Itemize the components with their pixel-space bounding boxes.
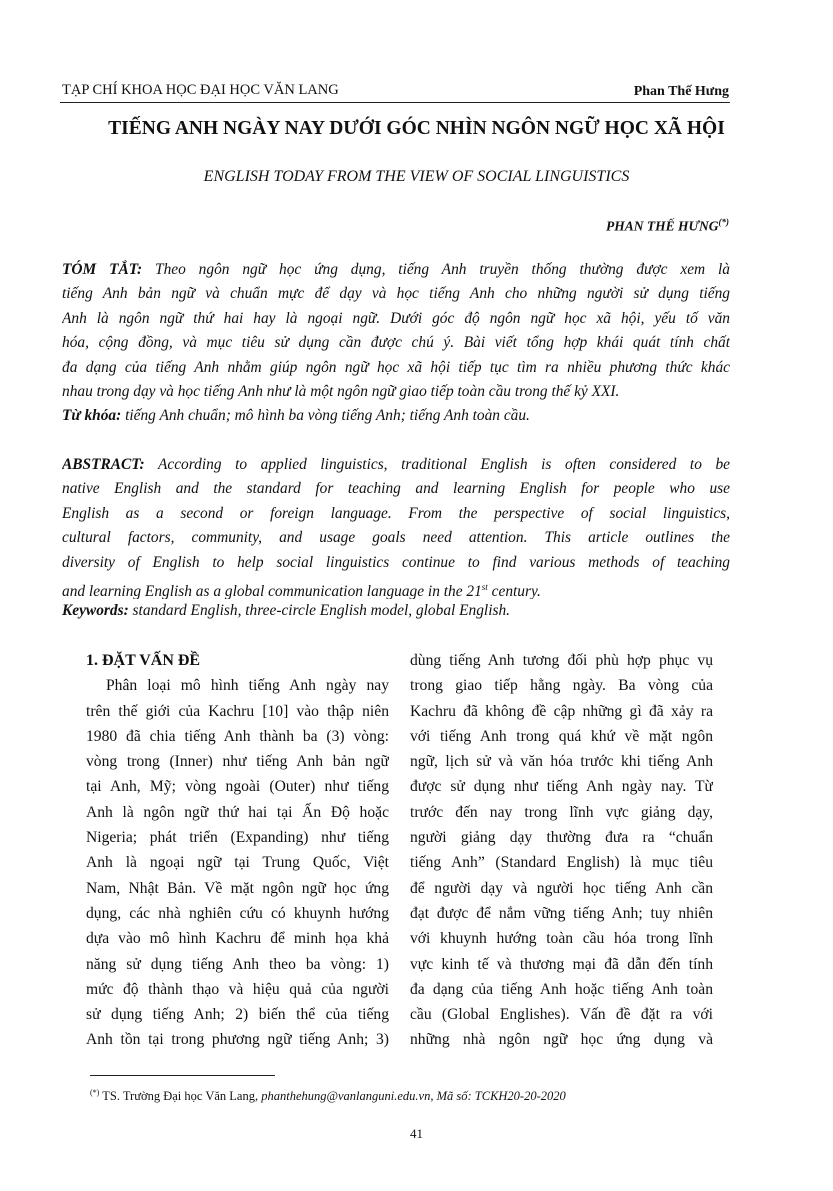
body-line: Anh là ngoại ngữ tại Trung Quốc, Việt bbox=[86, 854, 389, 872]
section-heading: 1. ĐẶT VẤN ĐỀ bbox=[86, 652, 201, 669]
left-column bbox=[86, 648, 389, 1053]
body-line: vòng trong (Inner) như tiếng Anh bản ngữ bbox=[86, 753, 389, 771]
page-number: 41 bbox=[410, 1126, 423, 1141]
ordinal-suffix: st bbox=[481, 581, 488, 592]
abstract-line: đa dạng của tiếng Anh nhằm giúp ngôn ngữ học xã hội tiếp tục tìm ra nhiều phương thức khác bbox=[62, 358, 730, 376]
abstract-line: hóa, cộng đồng, và mục tiêu sử dụng cần được chú ý. Bài viết tổng hợp khái quát tính chất bbox=[62, 334, 730, 352]
body-line: với khuynh hướng toàn cầu hóa trong lĩnh bbox=[410, 930, 713, 948]
footnote bbox=[90, 1088, 566, 1104]
right-column bbox=[410, 648, 713, 1053]
abstract-line: Anh là ngôn ngữ thứ hai hay là ngoại ngữ. Dưới góc độ ngôn ngữ học xã hội, yếu tố văn bbox=[62, 309, 730, 327]
body-line: mức độ thành thạo và hiệu quả của người bbox=[86, 980, 389, 998]
body-line: những nhà ngôn ngữ học ứng dụng và bbox=[410, 1031, 713, 1049]
abstract-line: diversity of English to help social linguistics continue to find various methods of teaching bbox=[62, 553, 730, 571]
body-line: Anh tồn tại trong phương ngữ tiếng Anh; 3) bbox=[86, 1031, 389, 1049]
abstract-line: tiếng Anh bản ngữ và chuẩn mực để dạy và học tiếng Anh cho những người sử dụng tiếng bbox=[62, 285, 730, 303]
body-line: sử dụng tiếng Anh; 2) biến thể của tiếng bbox=[86, 1006, 389, 1024]
abstract-line bbox=[62, 258, 730, 282]
abstract-line: nhau trong dạy và học tiếng Anh như là một ngôn ngữ giao tiếp toàn cầu trong thế kỷ XXI. bbox=[62, 382, 620, 400]
keywords-label: Keywords: bbox=[62, 602, 129, 620]
abstract-label: TÓM TẮT: bbox=[62, 261, 143, 278]
body-line: người giảng dạy thường đưa ra “chuẩn bbox=[410, 829, 713, 847]
body-line: năng sử dụng tiếng Anh theo ba vòng: 1) bbox=[86, 955, 389, 973]
body-line: với tiếng Anh trong quá khứ về mặt ngôn bbox=[410, 727, 713, 745]
body-line: trong giao tiếp hằng ngày. Ba vòng của bbox=[410, 677, 713, 695]
abstract-line bbox=[62, 575, 730, 599]
body-line: trên thế giới của Kachru [10] vào thập niên bbox=[86, 702, 389, 720]
footnote-affiliation: TS. Trường Đại học Văn Lang, bbox=[99, 1089, 262, 1104]
body-line: được sử dụng như tiếng Anh ngày nay. Từ bbox=[410, 778, 713, 796]
abstract-line: cultural factors, community, and usage goals need attention. This article outlines the bbox=[62, 529, 730, 547]
keywords-line bbox=[62, 599, 730, 623]
running-author: Phan Thế Hưng bbox=[633, 84, 729, 99]
body-line: ngữ, lịch sử và văn hóa trước khi tiếng Anh bbox=[410, 753, 713, 771]
footnote-code: , Mã số: TCKH20-20-2020 bbox=[430, 1089, 566, 1104]
body-line: đa dạng của tiếng Anh hoặc tiếng Anh toàn bbox=[410, 980, 713, 998]
journal-name: TẠP CHÍ KHOA HỌC ĐẠI HỌC VĂN LANG bbox=[62, 82, 339, 98]
header-rule bbox=[60, 102, 730, 103]
article-title: TIẾNG ANH NGÀY NAY DƯỚI GÓC NHÌN NGÔN NGỮ HỌC XÃ HỘI bbox=[108, 118, 725, 139]
body-line: Nam, Nhật Bản. Về mặt ngôn ngữ học ứng bbox=[86, 879, 389, 897]
body-line: tại Anh, Mỹ; vòng ngoài (Outer) như tiếng bbox=[86, 778, 389, 796]
abstract-text: According to applied linguistics, traditional English is often considered to be bbox=[144, 456, 730, 473]
abstract-line bbox=[62, 453, 730, 477]
body-line: dụng, các nhà nghiên cứu có khuynh hướng bbox=[86, 904, 389, 922]
keywords-text: tiếng Anh chuẩn; mô hình ba vòng tiếng Anh; tiếng Anh toàn cầu. bbox=[121, 407, 530, 425]
abstract-text: century. bbox=[487, 583, 541, 600]
author-name-text: PHAN THẾ HƯNG bbox=[606, 218, 719, 234]
body-line: Kachru đã không đề cập những gì đã xảy ra bbox=[410, 702, 713, 720]
body-line: Phân loại mô hình tiếng Anh ngày nay bbox=[106, 677, 389, 695]
vietnamese-abstract bbox=[62, 258, 730, 429]
abstract-text: and learning English as a global communication language in the 21 bbox=[62, 583, 482, 600]
body-line: 1980 đã chia tiếng Anh thành ba (3) vòng: bbox=[86, 727, 389, 745]
abstract-line: English as a second or foreign language. From the perspective of social linguistics, bbox=[62, 504, 730, 522]
english-abstract bbox=[62, 453, 730, 624]
footnote-mark: (*) bbox=[90, 1088, 100, 1097]
body-line: trước đến nay trong lĩnh vực giảng dạy, bbox=[410, 803, 713, 821]
body-line: Anh là ngôn ngữ thứ hai tại Ấn Độ hoặc bbox=[86, 803, 389, 821]
keywords-text: standard English, three-circle English model, global English. bbox=[128, 602, 511, 620]
body-line: vực kinh tế và thương mại đã dẫn đến tính bbox=[410, 955, 713, 973]
body-line: dùng tiếng Anh tương đối phù hợp phục vụ bbox=[410, 652, 713, 669]
abstract-label: ABSTRACT: bbox=[62, 456, 145, 473]
abstract-text: Theo ngôn ngữ học ứng dụng, tiếng Anh truyền thống thường được xem là bbox=[142, 261, 730, 278]
body-line: để người dạy và người học tiếng Anh cần bbox=[410, 879, 713, 897]
footnote-rule bbox=[90, 1075, 275, 1076]
body-line: cầu (Global Englishes). Vấn đề đặt ra với bbox=[410, 1006, 713, 1024]
keywords-line bbox=[62, 404, 730, 428]
abstract-line: native English and the standard for teaching and learning English for people who use bbox=[62, 480, 730, 498]
body-line: Nigeria; phát triển (Expanding) như tiếng bbox=[86, 829, 389, 847]
author-mark: (*) bbox=[718, 217, 729, 227]
footnote-email: phanthehung@vanlanguni.edu.vn bbox=[261, 1089, 431, 1104]
article-subtitle: ENGLISH TODAY FROM THE VIEW OF SOCIAL LINGUISTICS bbox=[203, 168, 630, 185]
keywords-label: Từ khóa: bbox=[62, 407, 122, 425]
body-line: dựa vào mô hình Kachru để minh họa khả bbox=[86, 930, 389, 948]
body-line: đạt được để nắm vững tiếng Anh; tuy nhiên bbox=[410, 904, 713, 922]
author-name bbox=[606, 217, 729, 235]
body-line: tiếng Anh” (Standard English) là mục tiêu bbox=[410, 854, 713, 872]
